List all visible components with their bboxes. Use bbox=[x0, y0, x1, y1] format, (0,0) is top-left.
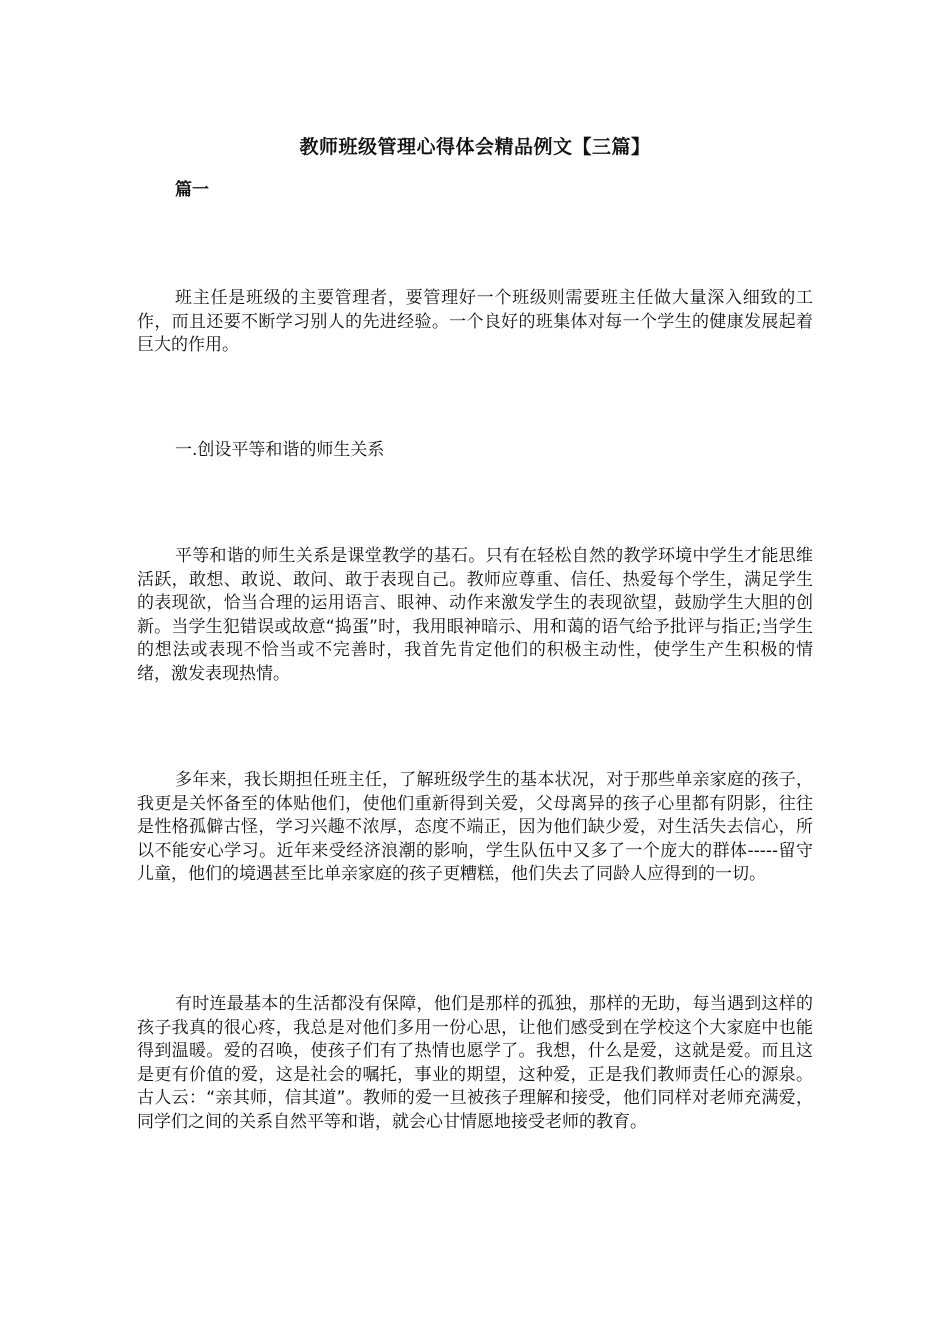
paragraph-love: 有时连最基本的生活都没有保障，他们是那样的孤独，那样的无助，每当遇到这样的孩子我真的很心疼，我总是对他们多用一份心思，让他们感受到在学校这个大家庭中也能得到温暖。爱的召唤，使孩子们有了热情也愿学了。我想，什么是爱，这就是爱。而且这是更有价值的爱，这是社会的嘱托，事业的期望，这种爱，正是我们教师责任心的源泉。古人云：“亲其师，信其道”。教师的爱一旦被孩子理解和接受，他们同样对老师充满爱，同学们之间的关系自然平等和谐，就会心甘情愿地接受老师的教育。 bbox=[137, 994, 813, 1132]
section-heading: 一.创设平等和谐的师生关系 bbox=[175, 440, 385, 460]
paragraph-relationship: 平等和谐的师生关系是课堂教学的基石。只有在轻松自然的教学环境中学生才能思维活跃，敢想、敢说、敢问、敢于表现自己。教师应尊重、信任、热爱每个学生，满足学生的表现欲，恰当合理的运用语言、眼神、动作来激发学生的表现欲望，鼓励学生大胆的创新。当学生犯错误或故意“捣蛋”时，我用眼神暗示、用和蔼的语气给予批评与指正;当学生的想法或表现不恰当或不完善时，我首先肯定他们的积极主动性，使学生产生积极的情绪，激发表现热情。 bbox=[137, 546, 813, 684]
document-title: 教师班级管理心得体会精品例文【三篇】 bbox=[299, 136, 651, 158]
paragraph-intro: 班主任是班级的主要管理者，要管理好一个班级则需要班主任做大量深入细致的工作，而且还要不断学习别人的先进经验。一个良好的班集体对每一个学生的健康发展起着巨大的作用。 bbox=[137, 288, 813, 355]
part-label: 篇一 bbox=[175, 180, 209, 200]
paragraph-single-parent: 多年来，我长期担任班主任，了解班级学生的基本状况，对于那些单亲家庭的孩子，我更是关怀备至的体贴他们，使他们重新得到关爱，父母离异的孩子心里都有阴影，往往是性格孤僻古怪，学习兴趣不浓厚，态度不端正，因为他们缺少爱，对生活失去信心，所以不能安心学习。近年来受经济浪潮的影响，学生队伍中又多了一个庞大的群体-----留守儿童，他们的境遇甚至比单亲家庭的孩子更糟糕，他们失去了同龄人应得到的一切。 bbox=[137, 770, 813, 884]
